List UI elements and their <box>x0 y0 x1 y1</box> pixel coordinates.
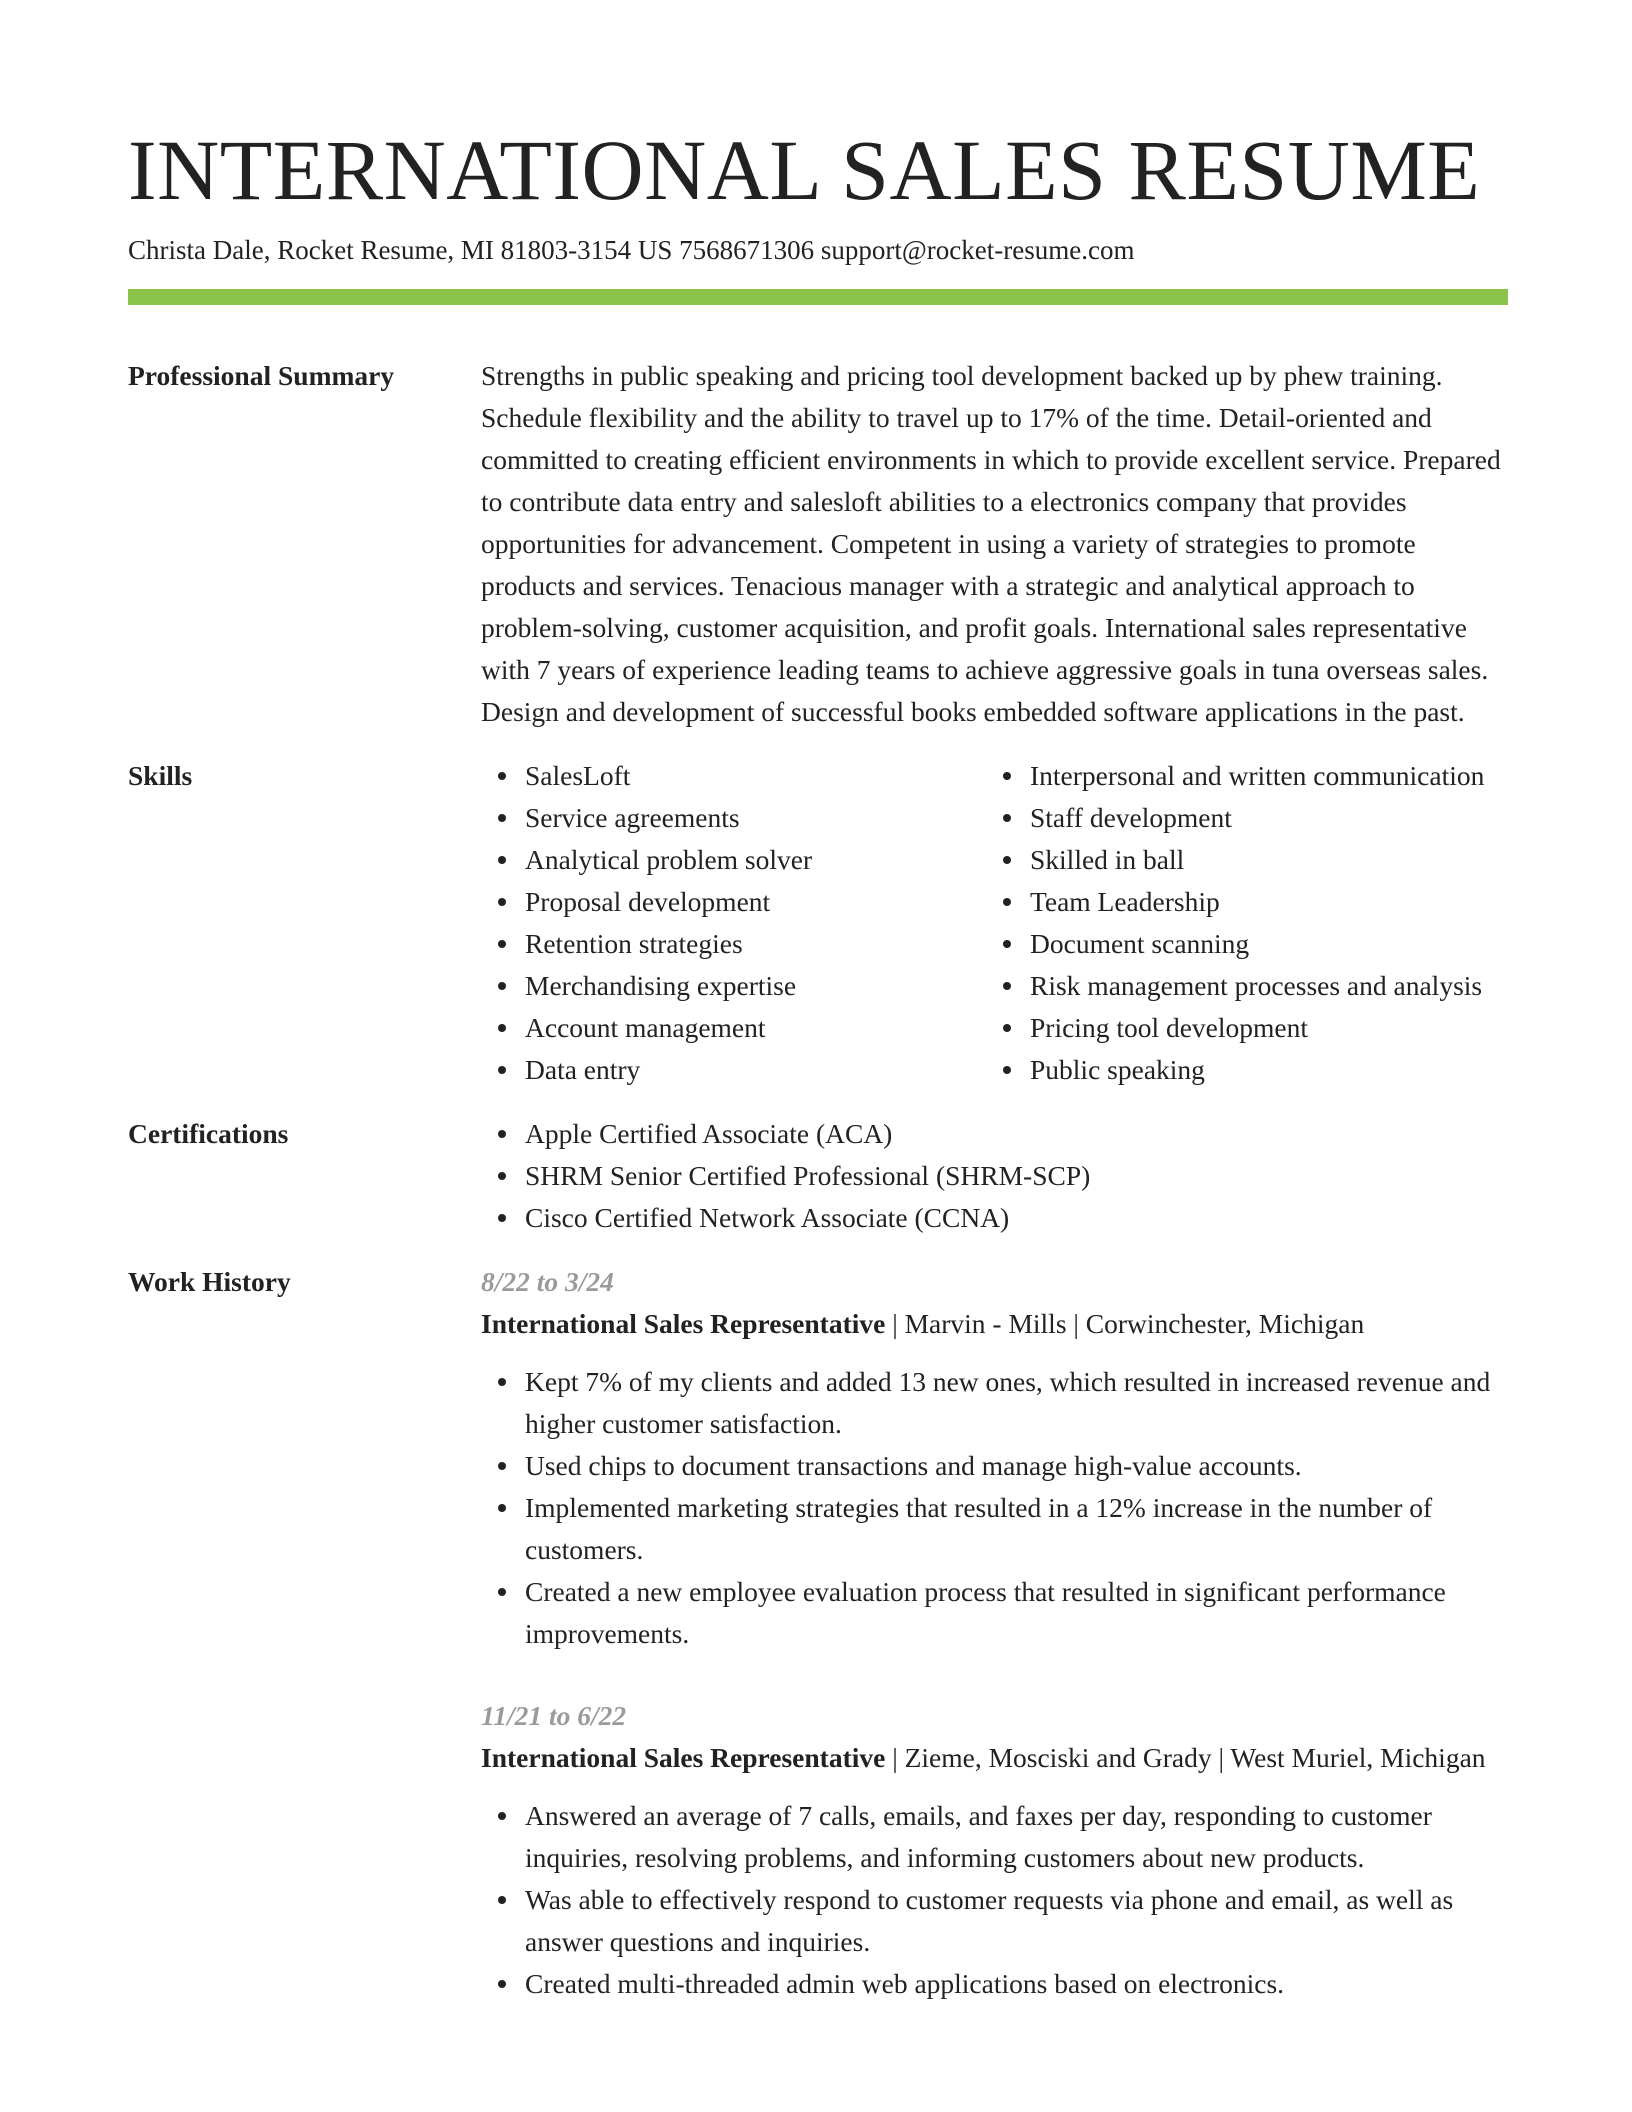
contact-line: Christa Dale, Rocket Resume, MI 81803-3154 US 7568671306 support@rocket-resume.com <box>128 235 1135 265</box>
job-bullets <box>481 1795 1508 2005</box>
skill-item: Account management <box>525 1007 986 1049</box>
skill-item: Analytical problem solver <box>525 839 986 881</box>
skill-item: Skilled in ball <box>1030 839 1508 881</box>
section-label-work-history: Work History <box>128 1266 291 1297</box>
job-bullet: Answered an average of 7 calls, emails, and faxes per day, responding to customer inquiries, resolving problems, and informing customers about new products. <box>525 1795 1508 1879</box>
skill-item: Merchandising expertise <box>525 965 986 1007</box>
skill-item: Proposal development <box>525 881 986 923</box>
job-heading <box>481 1303 1508 1345</box>
resume-title: INTERNATIONAL SALES RESUME <box>128 122 1481 218</box>
certification-item: SHRM Senior Certified Professional (SHRM-SCP) <box>525 1155 1508 1197</box>
job-entry <box>481 1695 1508 2005</box>
certification-item: Cisco Certified Network Associate (CCNA) <box>525 1197 1508 1239</box>
job-bullet: Kept 7% of my clients and added 13 new ones, which resulted in increased revenue and higher customer satisfaction. <box>525 1361 1508 1445</box>
job-bullet: Created a new employee evaluation process that resulted in significant performance improvements. <box>525 1571 1508 1655</box>
job-bullets <box>481 1361 1508 1655</box>
certification-item: Apple Certified Associate (ACA) <box>525 1113 1508 1155</box>
job-title: International Sales Representative <box>481 1308 886 1339</box>
skill-item: Public speaking <box>1030 1049 1508 1091</box>
skills-section <box>128 755 1508 1091</box>
job-bullet: Used chips to document transactions and manage high-value accounts. <box>525 1445 1508 1487</box>
skill-item: Staff development <box>1030 797 1508 839</box>
job-bullet: Was able to effectively respond to customer requests via phone and email, as well as answer questions and inquiries. <box>525 1879 1508 1963</box>
skill-item: SalesLoft <box>525 755 986 797</box>
job-employer-location: | Marvin - Mills | Corwinchester, Michigan <box>885 1308 1365 1339</box>
skills-list-left <box>481 755 986 1091</box>
section-label-summary: Professional Summary <box>128 360 395 391</box>
resume-page <box>128 120 1508 2045</box>
skill-item: Retention strategies <box>525 923 986 965</box>
skill-item: Document scanning <box>1030 923 1508 965</box>
summary-section <box>128 355 1508 733</box>
skill-item: Data entry <box>525 1049 986 1091</box>
certifications-list <box>481 1113 1508 1239</box>
job-dates: 8/22 to 3/24 <box>481 1266 614 1297</box>
skill-item: Team Leadership <box>1030 881 1508 923</box>
skill-item: Service agreements <box>525 797 986 839</box>
certifications-section <box>128 1113 1508 1239</box>
skill-item: Risk management processes and analysis <box>1030 965 1508 1007</box>
job-entry <box>481 1261 1508 1655</box>
job-bullet: Implemented marketing strategies that resulted in a 12% increase in the number of customers. <box>525 1487 1508 1571</box>
job-bullet: Created multi-threaded admin web applications based on electronics. <box>525 1963 1508 2005</box>
skills-list-right <box>986 755 1508 1091</box>
skill-item: Pricing tool development <box>1030 1007 1508 1049</box>
summary-text: Strengths in public speaking and pricing tool development backed up by phew training. Schedule flexibility and the ability to travel up to 17% of the time. Detail-oriented and committed to creating efficient environments in which to provide excellent service. Prepared to contribute data entry and salesloft abilities to a electronics company that provides opportunities for advancement. Competent in using a variety of strategies to promote products and services. Tenacious manager with a strategic and analytical approach to problem-solving, customer acquisition, and profit goals. International sales representative with 7 years of experience leading teams to achieve aggressive goals in tuna overseas sales. Design and development of successful books embedded software applications in the past. <box>481 360 1501 727</box>
job-heading <box>481 1737 1508 1779</box>
job-dates: 11/21 to 6/22 <box>481 1700 627 1731</box>
job-title: International Sales Representative <box>481 1742 886 1773</box>
accent-divider <box>128 289 1508 305</box>
work-history-section <box>128 1261 1508 2045</box>
section-label-certifications: Certifications <box>128 1118 289 1149</box>
section-label-skills: Skills <box>128 760 193 791</box>
job-employer-location: | Zieme, Mosciski and Grady | West Muriel, Michigan <box>885 1742 1486 1773</box>
skill-item: Interpersonal and written communication <box>1030 755 1508 797</box>
